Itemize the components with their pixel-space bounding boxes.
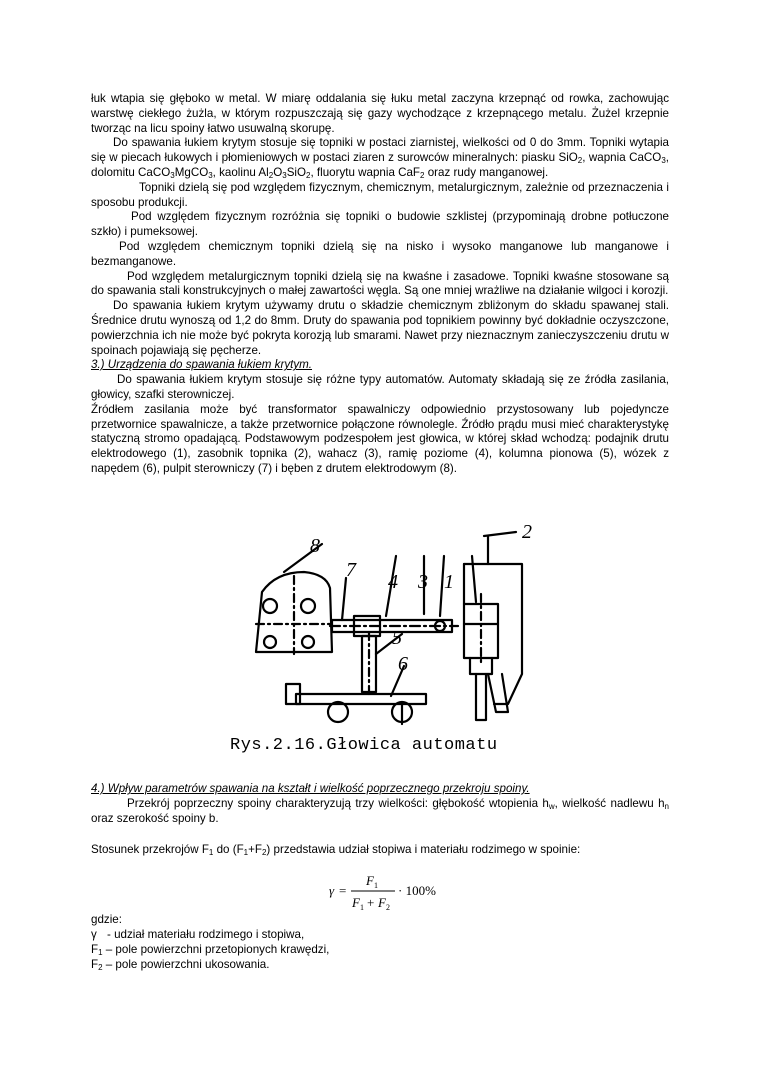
formula: [329, 870, 449, 912]
formula-plus: +: [367, 895, 375, 910]
formula-den-sub1: 1: [360, 903, 364, 912]
formula-den-f1: F: [352, 895, 360, 910]
ratio-text: Stosunek przekrojów $F_1$ do $(F_1+F_2)$ przedstawia udział stopiwa i materiału rodzimego w spoinie:: [91, 843, 581, 857]
paragraph-3: Topniki dzielą się pod względem fizycznym, chemicznym, metalurgicznym, zależnie od przeznaczenia i sposobu produkcji.: [91, 180, 669, 209]
figure-caption: Rys.2.16.Głowica automatu: [230, 736, 498, 755]
figure-label-4: 4: [388, 571, 398, 593]
flux-hopper: [464, 564, 522, 704]
figure-label-1: 1: [444, 571, 454, 593]
drum-hole: [263, 599, 277, 613]
figure-label-3: 3: [418, 571, 428, 593]
formula-den-f2: F: [378, 895, 386, 910]
paragraph-6: Pod względem metalurgicznym topniki dzielą się na kwaśne i zasadowe. Topniki kwaśne stosowane są do spawania stali konstrukcyjnych o małej zawartości węgla. Są one mniej wrażliwe na działanie wilgoci i korozji.: [91, 269, 669, 298]
paragraph-4: Pod względem fizycznym rozróżnia się topniki o budowie szklistej (przypominają drobne potłuczone szkło) i pumeksowej.: [91, 210, 669, 239]
section-heading-4: 4.) Wpływ parametrów spawania na kształt i wielkość poprzecznego przekroju spoiny.: [91, 782, 530, 795]
figure-label-6: 6: [398, 653, 408, 675]
paragraph-9: Źródłem zasilania może być transformator spawalniczy odpowiednio przystosowany lub pojedyncze przetwornice spawalnicze, a także przetwornice połączone równolegle. Źródło prądu musi mieć charakterystykę statyczną stromo opadającą. Podstawowym podzespołem jest głowica, w której skład wchodzą: podajnik drutu elektrodowego (1), zasobnik topnika (2), wahacz (3), ramię poziome (4), kolumna pionowa (5), wózek z napędem (6), pulpit sterowniczy (7) i bęben z drutem elektrodowym (8).: [91, 402, 669, 475]
paragraph-2: Do spawania łukiem krytym stosuje się topniki w postaci ziarnistej, wielkości od 0 do 3mm. Topniki wytapia się w piecach łukowych i płomieniowych w postaci ziaren z surowców mineralnych: piasku SiO$_2$, wapnia CaCO$_3$, dolomitu CaCO$_3$MgCO$_3$, kaolinu $Al_2O_3SiO_2$, fluorytu wapnia CaF$_2$ oraz rudy manganowej.: [91, 136, 669, 180]
formula-den-sub2: 2: [386, 903, 390, 912]
section-heading-3: 3.) Urządzenia do spawania łukiem krytym.: [91, 358, 313, 372]
paragraph-1: łuk wtapia się głęboko w metal. W miarę oddalania się łuku metal zaczyna krzepnąć od rowka, zachowując warstwę ciekłego żużla, w którym rozpuszczają się gazy wychodzące z krzepnącego metalu. Żużel krzepnie tworząc na licu spoiny łatwo usuwalną skorupę.: [91, 92, 669, 135]
section-4: [91, 782, 669, 826]
formula-equals: =: [339, 883, 347, 898]
formula-percent: · 100%: [398, 883, 436, 898]
paragraph-5: Pod względem chemicznym topniki dzielą się na nisko i wysoko manganowe lub manganowe i bezmanganowe.: [91, 239, 669, 268]
drum-hole: [301, 599, 315, 613]
formula-numerator: F: [366, 873, 374, 888]
paragraph-8: Do spawania łukiem krytym stosuje się różne typy automatów. Automaty składają się ze źródła zasilania, głowicy, szafki sterowniczej.: [91, 373, 669, 401]
drum-hole: [302, 636, 314, 648]
figure-label-8: 8: [310, 535, 320, 557]
definition-f2: $F_2$ – pole powierzchni ukosowania.: [91, 958, 270, 972]
formula-gamma: γ: [329, 883, 335, 898]
paragraph-7: Do spawania łukiem krytym używamy drutu o składzie chemicznym zbliżonym do składu spawanej stali. Średnice drutu wynoszą od 1,2 do 8mm. Druty do spawania pod topnikiem powinny być dokładnie oczyszczone, powierzchnia ich nie może być pokryta korozją lub smarami. Nawet przy nieznacznym zanieczyszczeniu drutu w spoinach pojawiają się pęcherze.: [91, 299, 669, 357]
section-4-text: Przekrój poprzeczny spoiny charakteryzują trzy wielkości: głębokość wtopienia $h_w$, wielkość nadlewu $h_n$ oraz szerokość spoiny b.: [91, 796, 669, 825]
welding-head-drawing: [226, 524, 546, 770]
figure-label-2: 2: [522, 524, 532, 543]
definition-f1: $F_1$ – pole powierzchni przetopionych krawędzi,: [91, 943, 330, 957]
formula-numerator-sub: 1: [374, 881, 378, 890]
main-text: [91, 92, 669, 477]
definitions-title: gdzie:: [91, 913, 122, 926]
figure-label-7: 7: [346, 559, 356, 581]
drum-hole: [264, 636, 276, 648]
definitions: [91, 912, 669, 972]
definition-gamma: γ - udział materiału rodzimego i stopiwa,: [91, 928, 305, 941]
figure-label-5: 5: [392, 627, 402, 649]
